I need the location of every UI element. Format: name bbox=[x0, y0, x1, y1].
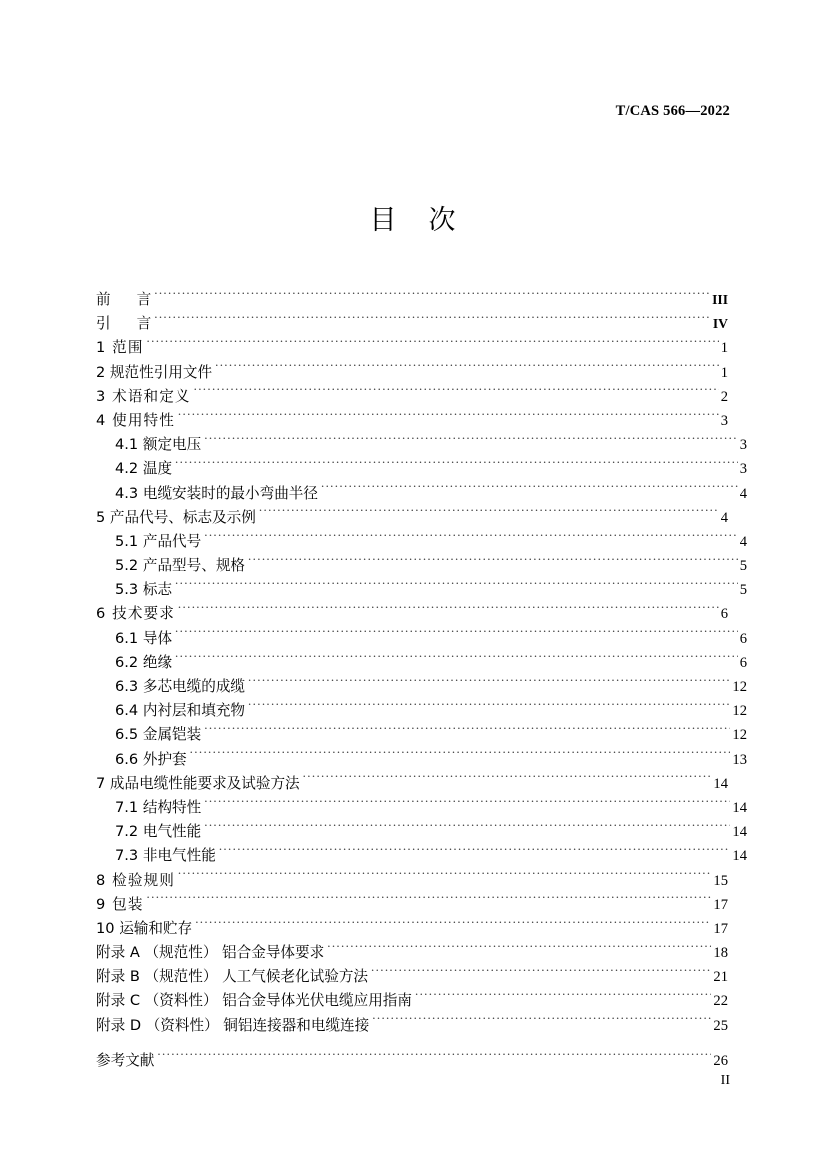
toc-entry[interactable] bbox=[96, 844, 747, 868]
toc-entry-page-number: 14 bbox=[713, 775, 728, 792]
page-title bbox=[0, 198, 827, 237]
toc-entry[interactable] bbox=[96, 1014, 728, 1038]
toc-entry[interactable] bbox=[96, 602, 728, 626]
toc-entry-label: 7.1 结构特性 bbox=[115, 798, 202, 816]
toc-entry-label: 4.2 温度 bbox=[115, 460, 173, 478]
toc-entry-page-number: 4 bbox=[720, 509, 728, 526]
toc-dot-leader bbox=[154, 289, 710, 304]
toc-entry-label: 参考文献 bbox=[96, 1051, 155, 1069]
toc-entry[interactable] bbox=[96, 965, 728, 989]
toc-entry-label: 4.1 额定电压 bbox=[115, 436, 202, 454]
toc-dot-leader bbox=[195, 918, 711, 933]
toc-dot-leader bbox=[248, 701, 730, 716]
toc-entry-label: 6.5 金属铠装 bbox=[115, 726, 202, 744]
toc-dot-leader bbox=[147, 338, 719, 353]
toc-entry[interactable] bbox=[96, 336, 728, 360]
toc-dot-leader bbox=[204, 797, 730, 812]
footer-page-number: II bbox=[720, 1073, 730, 1088]
toc-entry-page-number: 2 bbox=[720, 388, 728, 405]
toc-entry-page-number: 5 bbox=[739, 558, 747, 575]
toc-dot-leader bbox=[147, 894, 712, 909]
toc-entry[interactable] bbox=[96, 651, 747, 675]
toc-entry-label: 附录 B （规范性） 人工气候老化试验方法 bbox=[96, 968, 369, 986]
toc-entry[interactable] bbox=[96, 820, 747, 844]
toc-entry-label: 5.2 产品型号、规格 bbox=[115, 557, 246, 575]
toc-dot-leader bbox=[248, 676, 730, 691]
toc-entry[interactable] bbox=[96, 1049, 728, 1073]
toc-dot-leader bbox=[178, 604, 719, 619]
toc-dot-leader bbox=[154, 314, 711, 329]
toc-entry-label: 附录 A （规范性） 铝合金导体要求 bbox=[96, 944, 325, 962]
toc-entry[interactable] bbox=[96, 409, 728, 433]
toc-dot-leader bbox=[175, 628, 738, 643]
toc-entry-page-number: 14 bbox=[732, 824, 747, 841]
toc-entry[interactable] bbox=[96, 941, 728, 965]
toc-entry-label bbox=[96, 288, 153, 312]
toc-entry-label: 6.3 多芯电缆的成缆 bbox=[115, 678, 246, 695]
toc-dot-leader bbox=[248, 555, 738, 570]
toc-entry[interactable] bbox=[96, 748, 747, 772]
toc-entry-label: 5 产品代号、标志及示例 bbox=[96, 508, 256, 526]
toc-entry[interactable] bbox=[96, 385, 728, 409]
toc-dot-leader bbox=[157, 1050, 711, 1065]
toc-dot-leader bbox=[219, 846, 731, 861]
toc-entry-label: 4 使用特性 bbox=[96, 411, 175, 429]
toc-entry-page-number: 3 bbox=[739, 437, 747, 454]
toc-entry-page-number: 26 bbox=[713, 1052, 728, 1069]
toc-entry-label: 6 技术要求 bbox=[96, 605, 175, 623]
toc-entry-label: 5.3 标志 bbox=[115, 581, 173, 599]
toc-dot-leader bbox=[190, 749, 731, 764]
toc-entry[interactable] bbox=[96, 578, 747, 602]
toc-entry[interactable] bbox=[96, 361, 728, 385]
toc-entry-page-number: 18 bbox=[713, 945, 728, 962]
toc-entry-page-number: 22 bbox=[713, 993, 728, 1010]
toc-entry[interactable] bbox=[96, 917, 728, 941]
toc-entry-page-number: 6 bbox=[739, 630, 747, 647]
toc-entry-label: 5.1 产品代号 bbox=[115, 532, 202, 550]
toc-entry-page-number: 4 bbox=[739, 533, 747, 550]
toc-entry-page-number: 1 bbox=[720, 340, 728, 357]
toc-entry-label-part: 言 bbox=[136, 291, 152, 308]
toc-dot-leader bbox=[372, 1015, 711, 1030]
toc-entry-page-number: 12 bbox=[732, 727, 747, 744]
toc-entry-page-number: 1 bbox=[720, 364, 728, 381]
toc-dot-leader bbox=[321, 483, 738, 498]
toc-dot-leader bbox=[415, 991, 711, 1006]
toc-entry-page-number: 12 bbox=[732, 679, 747, 695]
toc-entry[interactable] bbox=[96, 699, 747, 723]
toc-dot-leader bbox=[204, 531, 737, 546]
standard-number-header: T/CAS 566—2022 bbox=[615, 103, 730, 119]
toc-entry-page-number: 12 bbox=[732, 703, 747, 720]
toc-entry-page-number: 17 bbox=[713, 920, 728, 937]
toc-dot-leader bbox=[175, 459, 738, 474]
toc-entry-label: 7.2 电气性能 bbox=[115, 823, 202, 841]
toc-entry[interactable] bbox=[96, 723, 747, 747]
toc-entry-label-part: 言 bbox=[136, 315, 152, 333]
toc-entry[interactable] bbox=[96, 457, 747, 481]
toc-entry[interactable] bbox=[96, 312, 728, 336]
toc-entry[interactable] bbox=[96, 772, 728, 796]
page-title-char-2: 次 bbox=[428, 205, 458, 236]
toc-entry-label: 6.4 内衬层和填充物 bbox=[115, 702, 246, 720]
toc-entry[interactable] bbox=[96, 627, 747, 651]
toc-entry-label: 1 范围 bbox=[96, 339, 144, 357]
toc-entry-label: 6.2 绝缘 bbox=[115, 653, 173, 671]
toc-entry[interactable] bbox=[96, 796, 747, 820]
toc-entry-page-number: 5 bbox=[739, 582, 747, 599]
toc-entry-label: 6.6 外护套 bbox=[115, 750, 187, 768]
toc-dot-leader bbox=[178, 870, 712, 885]
page-title-char-1: 目 bbox=[369, 205, 399, 236]
toc-dot-leader bbox=[327, 942, 711, 957]
toc-entry[interactable] bbox=[96, 506, 728, 530]
toc-dot-leader bbox=[215, 362, 719, 377]
toc-dot-leader bbox=[178, 410, 719, 425]
toc-dot-leader bbox=[259, 507, 719, 522]
toc-entry-label: 3 术语和定义 bbox=[96, 387, 191, 405]
toc-entry-label: 附录 C （资料性） 铝合金导体光伏电缆应用指南 bbox=[96, 992, 412, 1010]
toc-entry-page-number: 4 bbox=[739, 485, 747, 502]
toc-entry-label: 7.3 非电气性能 bbox=[115, 847, 216, 865]
toc-entry-page-number: 17 bbox=[713, 896, 728, 913]
toc-entry[interactable] bbox=[96, 288, 728, 312]
toc-entry-page-number: 6 bbox=[739, 654, 747, 671]
toc-entry[interactable] bbox=[96, 869, 728, 893]
toc-entry-label: 附录 D （资料性） 铜铝连接器和电缆连接 bbox=[96, 1016, 370, 1034]
toc-entry-label: 7 成品电缆性能要求及试验方法 bbox=[96, 774, 300, 792]
toc-entry-label-part: 前 bbox=[96, 291, 111, 308]
toc-entry-page-number: 13 bbox=[732, 751, 747, 768]
toc-dot-leader bbox=[204, 435, 737, 450]
toc-dot-leader bbox=[194, 386, 719, 401]
toc-entry-page-number: 3 bbox=[720, 412, 728, 429]
toc-entry[interactable] bbox=[96, 989, 728, 1013]
toc-entry-label: 4.3 电缆安装时的最小弯曲半径 bbox=[115, 484, 318, 502]
toc-entry-label: 10 运输和贮存 bbox=[96, 919, 193, 937]
toc-entry-page-number: 14 bbox=[732, 799, 747, 816]
toc-entry-label: 8 检验规则 bbox=[96, 871, 175, 889]
toc-entry-label: 6.1 导体 bbox=[115, 629, 173, 647]
toc-entry-page-number: 15 bbox=[713, 872, 728, 889]
toc-entry-label bbox=[96, 312, 153, 336]
toc-entry-page-number: 21 bbox=[713, 969, 728, 986]
toc-entry[interactable] bbox=[96, 675, 747, 699]
toc-dot-leader bbox=[204, 822, 730, 837]
toc-dot-leader bbox=[175, 580, 738, 595]
toc-entry-label-part: 引 bbox=[96, 315, 111, 333]
toc-entry-page-number: 14 bbox=[732, 848, 747, 865]
toc-entry[interactable] bbox=[96, 530, 747, 554]
toc-entry-page-number: 3 bbox=[739, 461, 747, 478]
table-of-contents bbox=[96, 288, 747, 1073]
toc-entry[interactable] bbox=[96, 893, 728, 917]
toc-entry-page-number: IV bbox=[712, 316, 728, 332]
toc-entry-page-number: III bbox=[712, 292, 728, 307]
toc-dot-leader bbox=[175, 652, 738, 667]
toc-entry[interactable] bbox=[96, 433, 747, 457]
toc-entry-label: 2 规范性引用文件 bbox=[96, 363, 213, 381]
toc-entry[interactable] bbox=[96, 482, 747, 506]
toc-entry-page-number: 25 bbox=[713, 1017, 728, 1034]
toc-entry[interactable] bbox=[96, 554, 747, 578]
toc-dot-leader bbox=[303, 773, 712, 788]
toc-entry-page-number: 6 bbox=[720, 606, 728, 623]
toc-entry-label: 9 包装 bbox=[96, 895, 144, 913]
toc-dot-leader bbox=[204, 725, 730, 740]
toc-dot-leader bbox=[371, 967, 711, 982]
